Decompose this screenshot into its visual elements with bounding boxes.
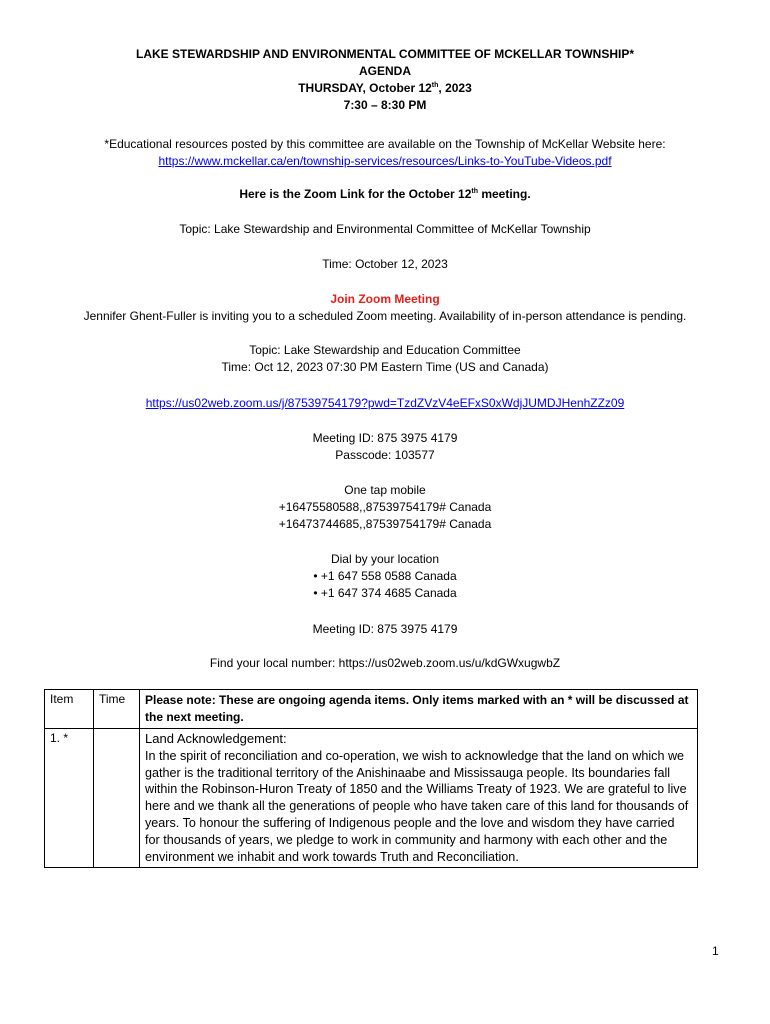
- resources-note: [20, 136, 750, 170]
- row-content: [140, 729, 698, 868]
- zoom-topic-block: [20, 342, 750, 376]
- zoom-link-line: [20, 395, 750, 412]
- header-note: Please note: These are ongoing agenda items. Only items marked with an * will be discussed at the next meeting.: [140, 690, 698, 729]
- row-item-number: 1. *: [45, 729, 94, 868]
- one-tap-heading: One tap mobile: [344, 483, 426, 497]
- one-tap-number-1: +16475580588,,87539754179# Canada: [278, 500, 492, 514]
- dial-number-1: • +1 647 558 0588 Canada: [313, 569, 457, 583]
- meeting-id: Meeting ID: 875 3975 4179: [312, 431, 458, 445]
- passcode: Passcode: 103577: [335, 448, 435, 462]
- table-row: [45, 729, 698, 868]
- zoom-intro-text: Here is the Zoom Link for the October 12: [239, 187, 472, 201]
- header-item: Item: [45, 690, 94, 729]
- meeting-id-repeat: Meeting ID: 875 3975 4179: [312, 622, 458, 636]
- join-zoom-heading: Join Zoom Meeting: [330, 292, 440, 306]
- one-tap-number-2: +16473744685,,87539754179# Canada: [278, 517, 492, 531]
- meeting-date: [20, 80, 750, 97]
- dial-by-location: [20, 551, 750, 602]
- zoom-intro-end: meeting.: [477, 187, 531, 201]
- meeting-time: 7:30 – 8:30 PM: [343, 98, 427, 112]
- meeting-date-text: THURSDAY, October 12: [298, 81, 432, 95]
- land-acknowledgement-title: Land Acknowledgement:: [145, 731, 287, 746]
- agenda-title: AGENDA: [358, 64, 411, 78]
- document-header: [20, 46, 750, 114]
- header-time: Time: [94, 690, 140, 729]
- zoom-intro-suffix: th: [471, 188, 478, 195]
- zoom-topic: Topic: Lake Stewardship and Education Committee: [249, 343, 521, 357]
- dial-heading: Dial by your location: [330, 552, 440, 566]
- join-section: [20, 291, 750, 325]
- resources-link[interactable]: https://www.mckellar.ca/en/township-services/resources/Links-to-YouTube-Videos.pdf: [158, 154, 612, 168]
- zoom-intro: [20, 186, 750, 203]
- row-time: [94, 729, 140, 868]
- meeting-credentials: [20, 430, 750, 464]
- one-tap-mobile: [20, 482, 750, 533]
- zoom-time: Time: Oct 12, 2023 07:30 PM Eastern Time (US and Canada): [221, 360, 549, 374]
- page-number: 1: [712, 944, 719, 958]
- meeting-date-suffix: th: [431, 82, 439, 89]
- agenda-table: [44, 689, 698, 868]
- topic-line: Topic: Lake Stewardship and Environmental Committee of McKellar Township: [179, 222, 591, 236]
- time-line: Time: October 12, 2023: [322, 257, 448, 271]
- meeting-date-year: , 2023: [438, 81, 472, 95]
- land-acknowledgement-text: In the spirit of reconciliation and co-operation, we wish to acknowledge that the land on which we gather is the traditional territory of the Anishinaabe and Mississauga people. Its boundaries fall within the Robinson-Huron Treaty of 1850 and the Williams Treaty of 1923. We are grateful to live here and we thank all the generations of people who have taken care of this land for thousands of years. To honour the suffering of Indigenous people and the love and wisdom they have carried for thousands of years, we pledge to work in community and harmony with each other and the environment we inhabit and work towards Truth and Reconciliation.: [145, 748, 689, 864]
- zoom-meeting-link[interactable]: https://us02web.zoom.us/j/87539754179?pwd=TzdZVzV4eEFxS0xWdjJUMDJHenhZZz09: [145, 396, 625, 410]
- table-header-row: [45, 690, 698, 729]
- dial-number-2: • +1 647 374 4685 Canada: [313, 586, 457, 600]
- resources-text: *Educational resources posted by this committee are available on the Township of McKellar Website here:: [104, 137, 666, 151]
- find-local-number: Find your local number: https://us02web.zoom.us/u/kdGWxugwbZ: [209, 656, 561, 670]
- committee-title: LAKE STEWARDSHIP AND ENVIRONMENTAL COMMITTEE OF MCKELLAR TOWNSHIP*: [135, 47, 634, 61]
- invite-text: Jennifer Ghent-Fuller is inviting you to a scheduled Zoom meeting. Availability of in-person attendance is pending.: [83, 309, 687, 323]
